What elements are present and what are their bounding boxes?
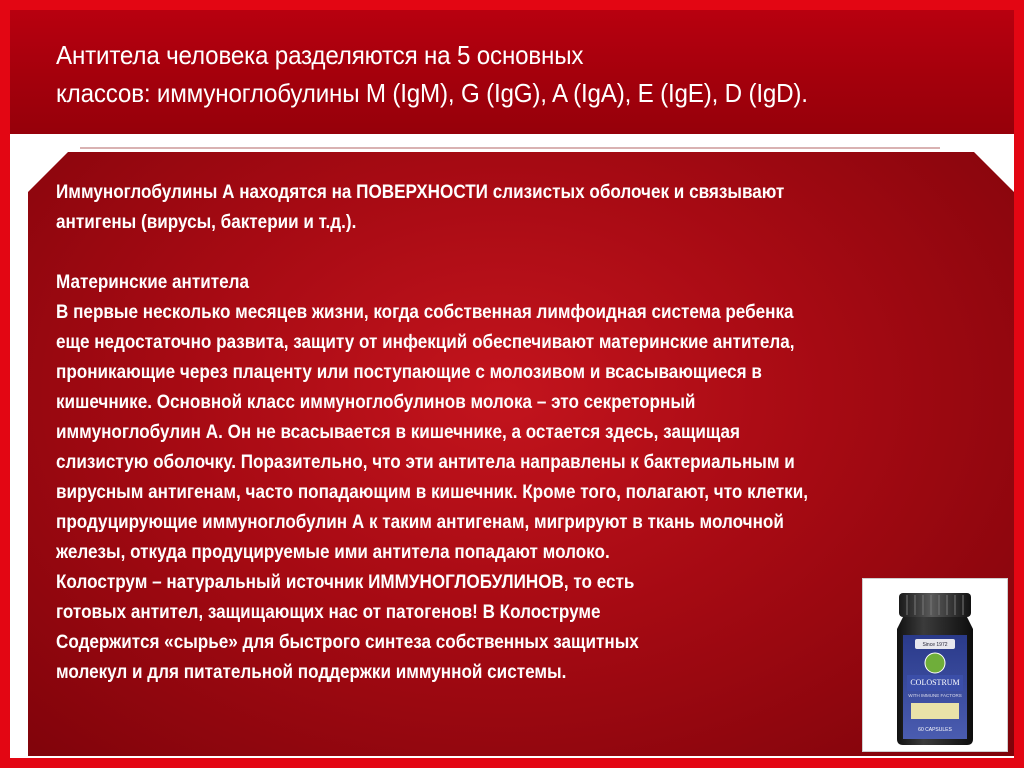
maternal-line-6: слизистую оболочку. Поразительно, что эти антитела направлены к бактериальным и <box>56 452 795 473</box>
colostrum-line-2: готовых антител, защищающих нас от патогенов! В Колоструме <box>56 602 601 623</box>
maternal-line-8: продуцирующие иммуноглобулин А к таким антигенам, мигрируют в ткань молочной <box>56 512 784 533</box>
colostrum-line-1: Колострум – натуральный источник ИММУНОГЛОБУЛИНОВ, то есть <box>56 572 635 593</box>
body-text <box>56 178 911 688</box>
label-count-text: 60 CAPSULES <box>918 727 952 733</box>
paragraph-iga-line-2: антигены (вирусы, бактерии и т.д.). <box>56 212 357 233</box>
paragraph-iga-line-1: Иммуноглобулины А находятся на ПОВЕРХНОСТИ слизистых оболочек и связывают <box>56 182 785 203</box>
title-line-2: классов: иммуноглобулины M (IgM), G (IgG), A (IgA), E (IgE), D (IgD). <box>56 78 808 108</box>
maternal-line-9: железы, откуда продуцируемые ими антитела попадают молоко. <box>56 542 610 563</box>
slide-title <box>56 36 940 112</box>
maternal-line-3: проникающие через плаценту или поступающие с молозивом и всасывающиеся в <box>56 362 762 383</box>
maternal-line-5: иммуноглобулин А. Он не всасывается в кишечнике, а остается здесь, защищая <box>56 422 741 443</box>
colostrum-line-4: молекул и для питательной поддержки иммунной системы. <box>56 662 567 683</box>
maternal-line-1: В первые несколько месяцев жизни, когда собственная лимфоидная система ребенка <box>56 302 794 323</box>
colostrum-line-3: Содержится «сырье» для быстрого синтеза собственных защитных <box>56 632 639 653</box>
section-heading: Материнские антитела <box>56 272 249 293</box>
label-since-text: Since 1972 <box>922 642 948 648</box>
maternal-line-4: кишечнике. Основной класс иммуноглобулинов молока – это секреторный <box>56 392 696 413</box>
label-sub-text: WITH IMMUNE FACTORS <box>908 693 962 698</box>
product-image <box>862 578 1008 752</box>
label-brand-text: COLOSTRUM <box>910 678 960 687</box>
maternal-line-2: еще недостаточно развита, защиту от инфекций обеспечивают материнские антитела, <box>56 332 795 353</box>
title-line-1: Антитела человека разделяются на 5 основных <box>56 40 584 70</box>
maternal-line-7: вирусным антигенам, часто попадающим в кишечник. Кроме того, полагают, что клетки, <box>56 482 808 503</box>
divider-line <box>80 147 940 149</box>
supplement-bottle-icon <box>863 579 1007 751</box>
paragraph-spacer <box>56 238 911 268</box>
